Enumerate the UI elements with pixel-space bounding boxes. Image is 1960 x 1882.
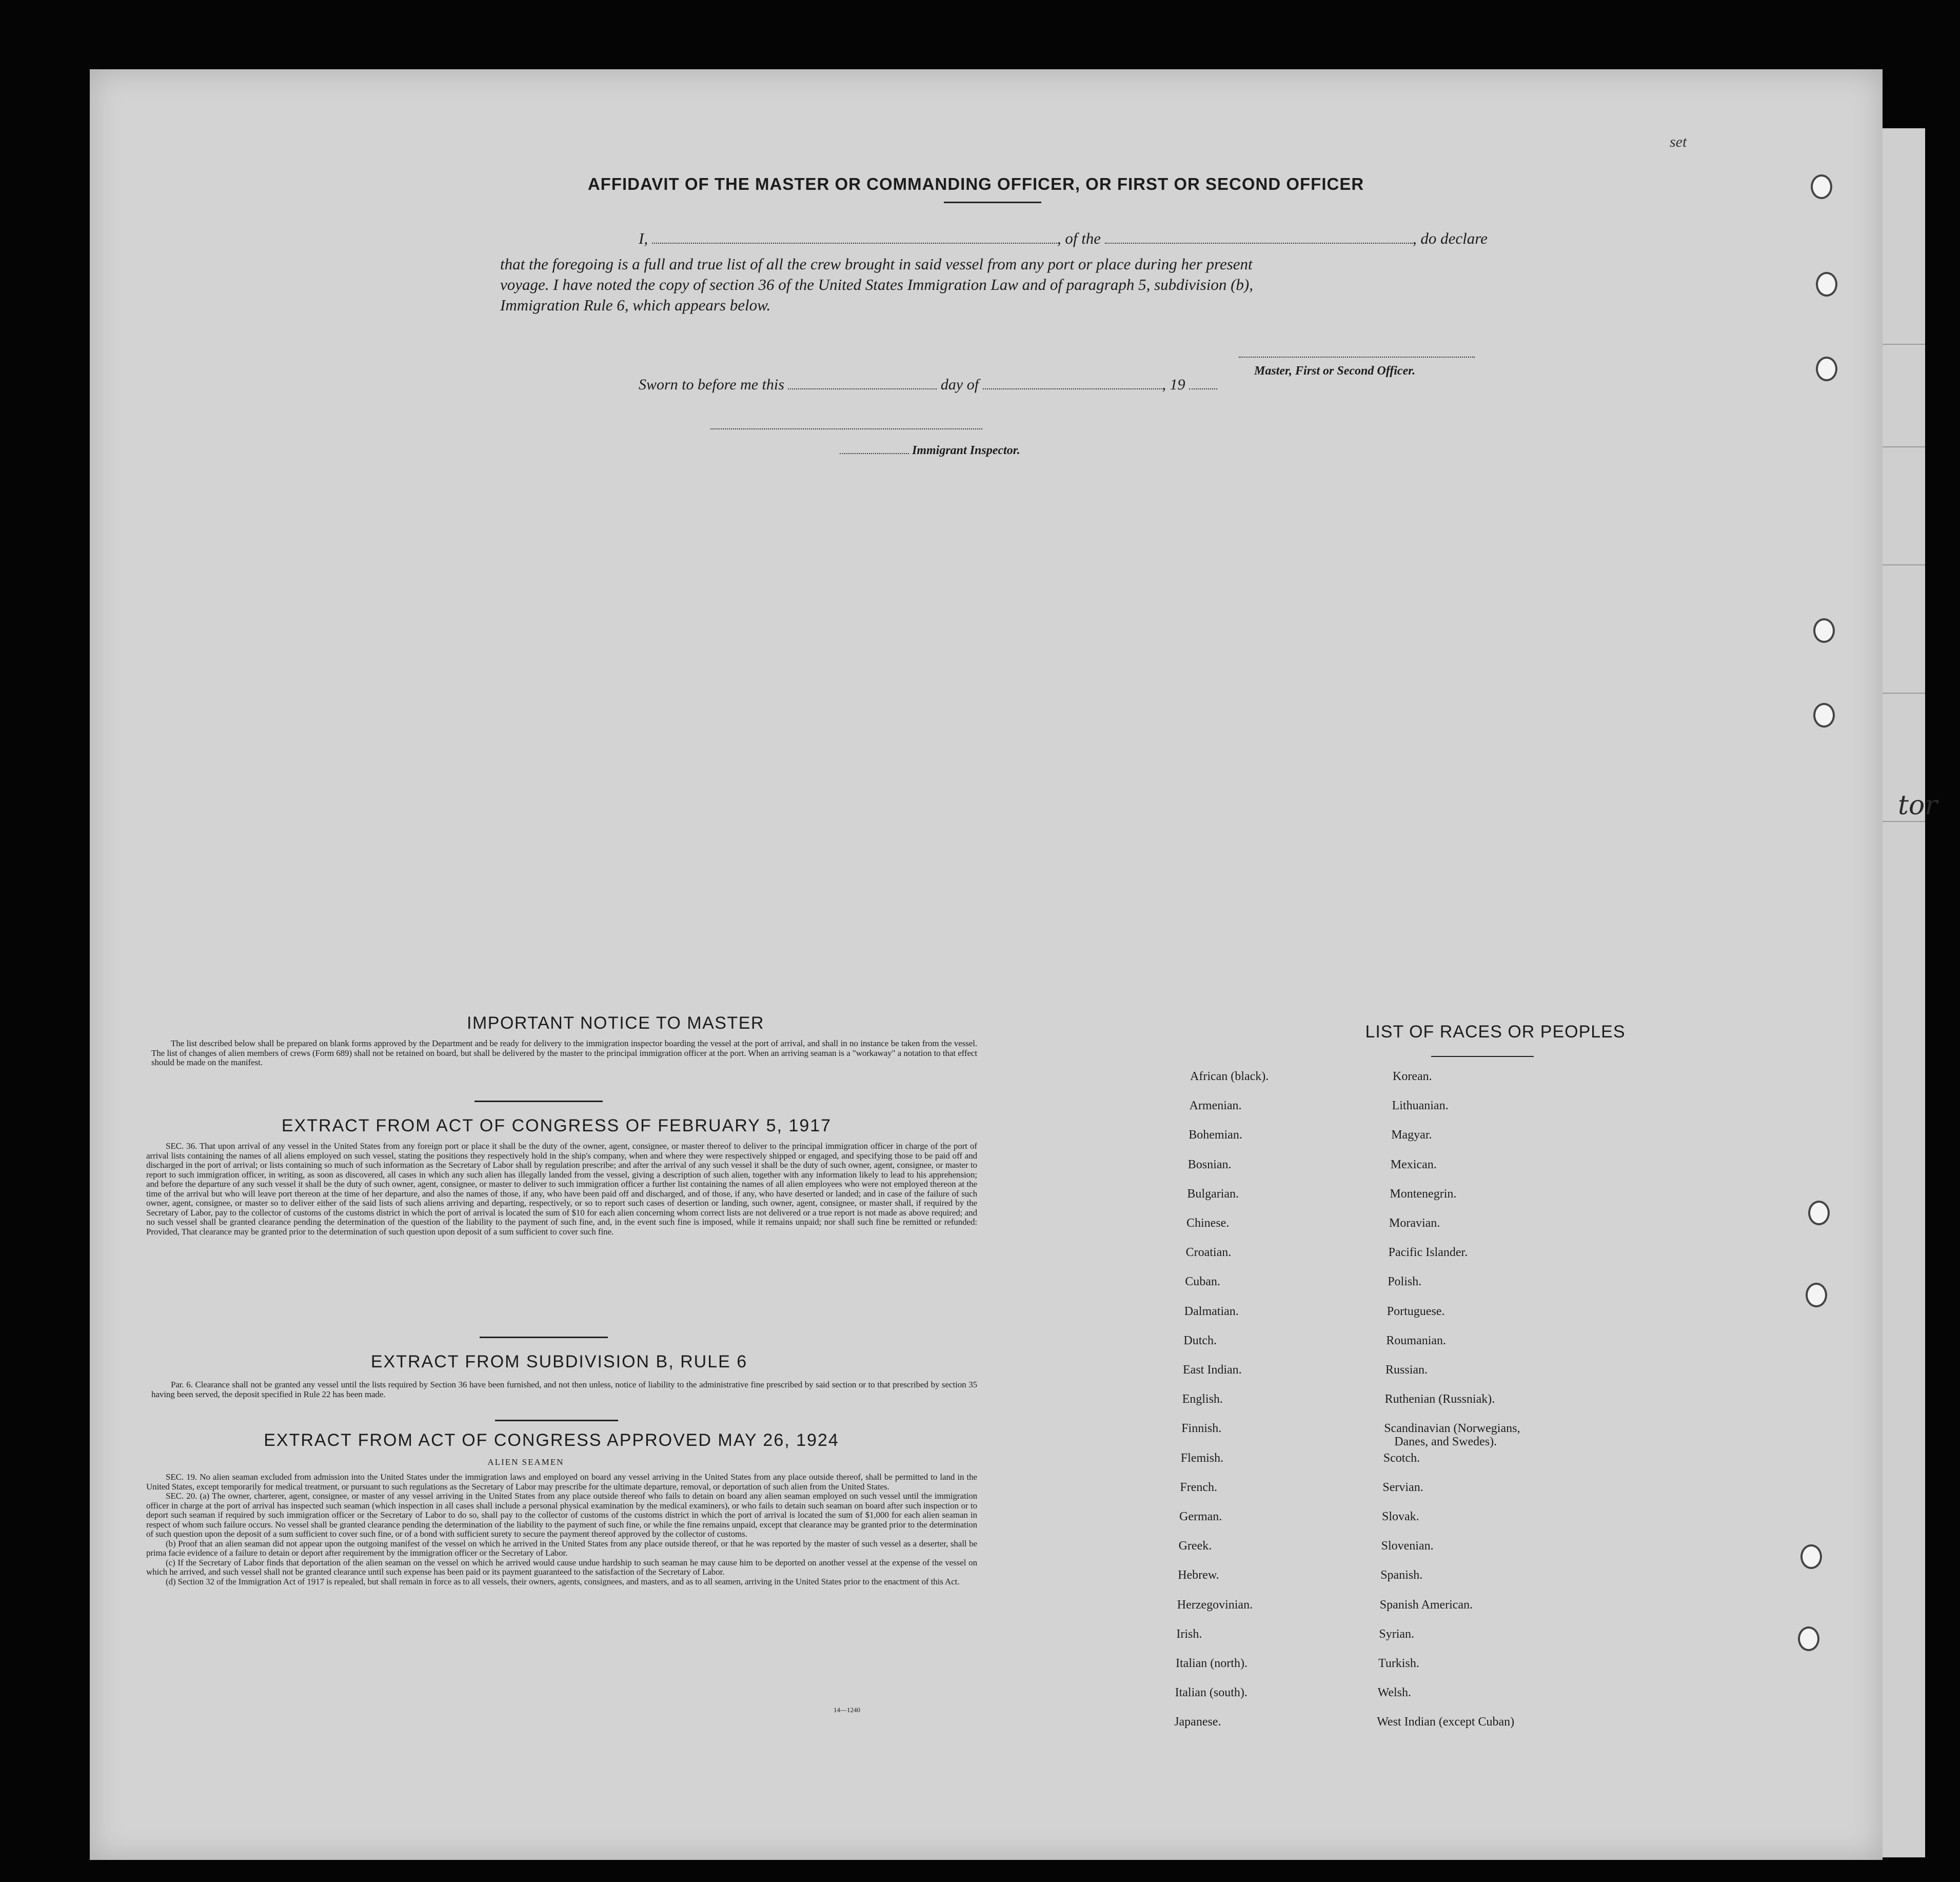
sworn-month-field[interactable]: [983, 382, 1162, 389]
race-right-item: Syrian.: [1379, 1627, 1415, 1641]
races-title: LIST OF RACES OR PEOPLES: [1365, 1022, 1626, 1042]
alien-seamen-subtitle: ALIEN SEAMEN: [487, 1457, 564, 1467]
affidavit-declare: , do declare: [1412, 229, 1488, 247]
sec-36-paragraph: SEC. 36. That upon arrival of any vessel in the United States from any foreign port or place it shall be the duty of the owner, agent, consignee, or master thereof to deliver to the principal immigration officer in charge of the port of arrival lists containing the names of all aliens employed on such vessel, stating the positions they respectively hold in the ship's company, when and where they were respectively shipped or engaged, and specifying those to be paid off and discharged in the port of arrival; or lists containing so much of such information as the Secretary of Labor shall by regulation prescribe; and after the arrival of any such vessel it shall be the duty of such owner, agent, consignee, or master to report to such immigration officer, in writing, as soon as discovered, all cases in which any such alien has illegally landed from the vessel, giving a description of such alien, together with any information likely to lead to his apprehension; and before the departure of any such vessel it shall be the duty of such owner, agent, consignee, or master to deliver to such immigration officer a further list containing the names of all alien employees who were not employed thereon at the time of the arrival but who will leave port thereon at the time of her departure, and also the names of those, if any, who have been paid off and discharged, and of those, if any, who have deserted or landed; and in case of the failure of such owner, agent, consignee, or master so to deliver either of the said lists of such aliens arriving and departing, respectively, or so to report such cases of desertion or landing, such owner, agent, consignee, or master shall, if required by the Secretary of Labor, pay to the collector of customs of the customs district in which the port of arrival is located the sum of $10 for each alien concerning whom correct lists are not delivered or a true report is not made as above required; and no such vessel shall be granted clearance pending the determination of the question of the liability to the payment of such fine, and, in the event such fine is imposed, while it remains unpaid; nor shall such fine be remitted or refunded: Provided, That clearance may be granted prior to the determination of such question upon deposit of a sum sufficient to cover such fine.: [146, 1141, 977, 1237]
race-right-item: Mexican.: [1390, 1158, 1437, 1171]
race-right-item: Slovenian.: [1381, 1539, 1434, 1553]
sworn-year-field[interactable]: [1189, 382, 1217, 389]
par-6-paragraph: Par. 6. Clearance shall not be granted any vessel until the lists required by Section 36 have been furnished, and not then unless, notice of liability to the administrative fine prescribed by said section or to that prescribed by section 35 having been served, the deposit specified in Rule 22 has been made.: [151, 1380, 977, 1399]
margin-mark-top: set: [1670, 133, 1687, 150]
master-caption: Master, First or Second Officer.: [1254, 364, 1416, 378]
affidavit-title: AFFIDAVIT OF THE MASTER OR COMMANDING OFFICER, OR FIRST OR SECOND OFFICER: [587, 174, 1364, 193]
sworn-day-field[interactable]: [788, 382, 937, 389]
sec-20a-paragraph: SEC. 20. (a) The owner, charterer, agent, consignee, or master of any vessel arriving in the United States from any place outside thereof who fails to detain on board any alien seaman employed on such vessel until the immigration officer in charge at the port of arrival has inspected such seaman (which inspection in all cases shall include a personal physical examination by the medical examiners), or who fails to detain such seaman on board after such inspection or to deport such seaman if required by such immigration officer or the Secretary of Labor to do so, shall pay to the collector of customs of the customs district in which the port of arrival is located the sum of $1,000 for each alien seaman in respect of whom such failure occurs. No vessel shall be granted clearance pending the determination of the liability to the payment of such fine, or while the fine remains unpaid, except that clearance may be granted prior to the determination of such question upon the deposit of a sum sufficient to cover such fine, or of a bond with sufficient surety to secure the payment thereof approved by the collector of customs.: [146, 1491, 977, 1539]
race-left-item: Flemish.: [1180, 1451, 1224, 1465]
race-left-item: Bulgarian.: [1187, 1187, 1239, 1201]
race-right-item: Spanish.: [1380, 1569, 1423, 1582]
race-left-item: Cuban.: [1185, 1275, 1220, 1289]
race-right-item: Slovak.: [1382, 1510, 1419, 1523]
race-right-item: Spanish American.: [1379, 1598, 1473, 1612]
affidavit-line-1: [500, 228, 1488, 249]
race-right-item: Montenegrin.: [1390, 1187, 1457, 1201]
race-left-item: French.: [1180, 1480, 1218, 1494]
race-right-item: Ruthenian (Russniak).: [1384, 1393, 1495, 1406]
race-right-item: Lithuanian.: [1392, 1099, 1449, 1113]
inspector-caption-text: Immigrant Inspector.: [912, 444, 1020, 457]
extract-1917-text: [146, 1142, 977, 1237]
year-label: , 19: [1162, 376, 1185, 393]
race-left-item: English.: [1182, 1393, 1223, 1406]
race-right-item: Moravian.: [1389, 1217, 1440, 1230]
punch-hole-9: [1798, 1626, 1819, 1651]
race-left-item: Herzegovinian.: [1177, 1598, 1253, 1612]
race-right-item: Scandinavian (Norwegians,: [1384, 1422, 1520, 1436]
race-left-item: Bosnian.: [1187, 1158, 1232, 1171]
extract-1924-text: [146, 1473, 977, 1586]
notice-rule: [474, 1101, 603, 1102]
notice-paragraph: The list described below shall be prepared on blank forms approved by the Department and be ready for delivery to the immigration inspector boarding the vessel at the port of arrival, and shall in no instance be taken from the vessel. The list of changes of alien members of crews (Form 689) shall not be retained on board, but shall be delivered by the master to the principal immigration officer at the port. When an arriving seaman is a "workaway" a notation to that effect should be made on the manifest.: [151, 1038, 977, 1067]
punch-hole-8: [1800, 1544, 1822, 1569]
vessel-name-field[interactable]: [1105, 237, 1413, 244]
affidavit-of-the: , of the: [1057, 229, 1101, 247]
race-right-item: Russian.: [1385, 1363, 1428, 1377]
punch-hole-3: [1816, 357, 1837, 381]
punch-hole-6: [1808, 1201, 1830, 1225]
master-signature-line[interactable]: [1239, 357, 1475, 358]
punch-hole-7: [1806, 1283, 1827, 1307]
sec-20d-paragraph: (d) Section 32 of the Immigration Act of 1917 is repealed, but shall remain in force as to all vessels, their owners, agents, consignees, and masters, and as to all seamen, arriving in the United States prior to the enactment of this Act.: [166, 1576, 960, 1586]
race-right-item: Danes, and Swedes).: [1394, 1435, 1497, 1449]
race-right-item: Korean.: [1393, 1070, 1432, 1083]
race-left-item: Dalmatian.: [1184, 1304, 1239, 1318]
extract-1924-title: EXTRACT FROM ACT OF CONGRESS APPROVED MAY 26, 1924: [264, 1430, 839, 1450]
race-left-item: Greek.: [1178, 1539, 1212, 1553]
race-left-item: Hebrew.: [1178, 1569, 1219, 1582]
sworn-line: [500, 375, 1488, 395]
form-number: 14—1240: [834, 1706, 860, 1714]
sec-20b-paragraph: (b) Proof that an alien seaman did not appear upon the outgoing manifest of the vessel on which he arrived in the United States from any place outside thereof, or that he was reported by the master of such vessel as a deserter, shall be prima facie evidence of a failure to detain or deport after requirement by the immigration officer or the Secretary of Labor.: [146, 1538, 977, 1558]
race-left-item: Armenian.: [1189, 1099, 1242, 1113]
inspector-signature-line[interactable]: [710, 428, 982, 429]
race-left-item: Italian (north).: [1176, 1657, 1248, 1670]
extract-1917-title: EXTRACT FROM ACT OF CONGRESS OF FEBRUARY 5, 1917: [281, 1116, 832, 1135]
notice-title: IMPORTANT NOTICE TO MASTER: [467, 1013, 764, 1033]
race-left-item: Irish.: [1176, 1627, 1202, 1641]
race-right-item: Polish.: [1388, 1275, 1422, 1289]
race-left-item: Japanese.: [1174, 1715, 1221, 1729]
day-of-label: day of: [940, 376, 979, 393]
punch-hole-5: [1813, 703, 1835, 728]
race-right-item: Scotch.: [1383, 1451, 1420, 1465]
race-left-item: Chinese.: [1186, 1217, 1230, 1230]
race-left-item: Bohemian.: [1189, 1128, 1242, 1142]
inspector-dots: [840, 448, 909, 454]
race-right-item: Portuguese.: [1387, 1304, 1445, 1318]
race-left-item: African (black).: [1190, 1070, 1269, 1083]
race-right-item: Servian.: [1382, 1480, 1423, 1494]
race-left-item: Dutch.: [1183, 1334, 1217, 1347]
race-left-item: Croatian.: [1185, 1246, 1232, 1260]
race-left-item: East Indian.: [1183, 1363, 1242, 1377]
race-right-item: Turkish.: [1378, 1657, 1419, 1670]
affidavit-line-4: Immigration Rule 6, which appears below.: [500, 296, 771, 314]
sworn-label: Sworn to before me this: [639, 376, 784, 393]
race-right-item: Pacific Islander.: [1388, 1246, 1468, 1260]
race-right-item: West Indian (except Cuban): [1377, 1715, 1515, 1729]
affidavit-i: I,: [639, 229, 648, 247]
sec-19-paragraph: SEC. 19. No alien seaman excluded from admission into the United States under the immigration laws and employed on board any vessel arriving in the United States from any place outside thereof, shall be permitted to land in the United States, except temporarily for medical treatment, or pursuant to such regulations as the Secretary of Labor may prescribe for the ultimate departure, removal, or deportation of such alien from the United States.: [146, 1472, 977, 1492]
races-title-rule: [1431, 1056, 1534, 1057]
race-right-item: Magyar.: [1391, 1128, 1432, 1142]
extract-rule6-rule: [495, 1420, 618, 1421]
punch-hole-4: [1813, 618, 1835, 643]
extract-rule6-text: [151, 1380, 977, 1399]
affidavit-title-rule: [944, 202, 1041, 203]
race-right-item: Roumanian.: [1386, 1334, 1447, 1347]
race-left-item: Finnish.: [1181, 1422, 1222, 1436]
race-left-item: Italian (south).: [1175, 1686, 1248, 1700]
race-left-item: German.: [1179, 1510, 1222, 1523]
extract-rule6-title: EXTRACT FROM SUBDIVISION B, RULE 6: [370, 1352, 748, 1371]
inspector-caption: [840, 444, 1020, 458]
affidavit-line-3: voyage. I have noted the copy of section 36 of the United States Immigration Law and of paragraph 5, subdivision (b),: [500, 276, 1253, 293]
sec-20c-paragraph: (c) If the Secretary of Labor finds that deportation of the alien seaman on the vessel on which he arrived would cause undue hardship to such seaman he may cause him to be deported on another vessel at the expense of the vessel on which he arrived, and such vessel shall not be granted clearance until such expense has been paid or its payment guaranteed to the satisfaction of the Secretary of Labor.: [146, 1557, 977, 1577]
punch-hole-2: [1816, 272, 1837, 297]
document-sheet: [90, 69, 1883, 1860]
margin-mark-right: tor: [1898, 790, 1938, 821]
notice-text: [151, 1039, 977, 1068]
race-right-item: Welsh.: [1377, 1686, 1411, 1700]
extract-1917-rule: [480, 1337, 608, 1338]
officer-name-field[interactable]: [652, 237, 1057, 244]
affidavit-line-2: that the foregoing is a full and true list of all the crew brought in said vessel from any port or place during her present: [500, 255, 1253, 273]
